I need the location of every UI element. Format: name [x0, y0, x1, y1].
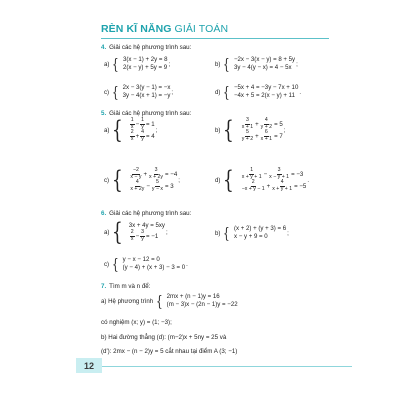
item-label: a)	[104, 60, 110, 68]
system	[234, 56, 295, 72]
fraction	[268, 168, 290, 180]
denominator: −x + y − 1	[241, 186, 265, 193]
exercise-text: Giải các hệ phương trình sau:	[109, 110, 192, 117]
brace: {	[223, 82, 231, 101]
equation-2	[240, 180, 307, 192]
item-label: c)	[104, 176, 110, 184]
equation-1: 2x − 3(y − 1) = −x	[122, 84, 171, 91]
brace: {	[112, 82, 119, 101]
ex6-b	[215, 225, 289, 241]
section-header	[101, 23, 228, 35]
denominator: y + 2	[241, 136, 254, 143]
fraction	[241, 130, 254, 142]
brace: {	[112, 254, 119, 273]
ex5-b	[215, 118, 285, 143]
header-rule	[101, 38, 329, 39]
fraction	[140, 130, 145, 142]
numerator: 3	[245, 117, 249, 123]
operator: +	[266, 183, 271, 191]
system	[129, 222, 165, 243]
equation-2	[128, 180, 177, 192]
operator: +	[135, 133, 140, 141]
fraction	[260, 130, 273, 142]
rhs: = −5	[294, 183, 307, 191]
exercise-number: 4.	[101, 44, 107, 51]
numerator: 1	[141, 117, 145, 123]
denominator: x + y + 1	[272, 186, 293, 193]
numerator: 1	[130, 117, 134, 123]
punct: ;	[287, 229, 289, 237]
exercise-7-heading	[101, 283, 150, 290]
rhs: = 5	[274, 120, 283, 128]
item-label: a)	[104, 228, 110, 236]
item-label: d)	[215, 176, 221, 184]
brace: {	[223, 116, 235, 145]
brace: {	[223, 54, 231, 73]
punct: ;	[155, 126, 158, 134]
numerator: 4	[264, 117, 268, 123]
item-label: b)	[215, 60, 221, 68]
rhs: = 3	[165, 183, 174, 191]
numerator: 4	[135, 179, 139, 186]
exercise-text: Giải các hệ phương trình sau:	[109, 210, 192, 217]
numerator: 5	[245, 129, 249, 136]
fraction	[130, 130, 135, 142]
brace: {	[156, 291, 163, 310]
equation-2: (m − 3)x − (2n − 1)y = −22	[166, 301, 238, 309]
item-label: c)	[104, 88, 110, 96]
ex5-c	[104, 168, 180, 193]
denominator: x − y + 1	[269, 173, 290, 180]
denominator: y	[141, 123, 144, 130]
ex4-b	[215, 56, 298, 72]
equation-1: −5x + 4 = −3y − 7x + 10	[233, 84, 299, 91]
fraction	[151, 180, 164, 192]
system	[129, 118, 155, 143]
system	[167, 293, 238, 309]
operator: +	[255, 133, 259, 141]
brace: {	[112, 218, 124, 246]
exercise-4-heading	[101, 44, 191, 51]
exercise-text: Tìm m và n để:	[109, 283, 151, 290]
exercise-number: 7.	[101, 283, 107, 290]
item-label: d)	[215, 88, 221, 96]
equation-1: y − x − 12 = 0	[122, 256, 160, 263]
ex4-a	[104, 56, 170, 72]
denominator: x + y + 1	[241, 173, 262, 180]
brace: {	[112, 166, 123, 195]
denominator: x + 2y	[130, 186, 145, 193]
rhs: = 7	[274, 133, 283, 141]
denominator: x	[130, 136, 134, 143]
equation-1: 3x + 4y = 5xy	[128, 221, 165, 229]
punct: ;	[283, 126, 286, 134]
ex5-d	[215, 168, 309, 193]
numerator: 4	[280, 179, 284, 186]
ex6-a	[104, 220, 168, 244]
numerator: 5	[156, 179, 159, 186]
numerator: 6	[264, 129, 268, 136]
fraction	[140, 230, 145, 242]
ex7-a-note: có nghiệm (x; y) = (1; −3);	[101, 319, 172, 326]
exercise-text: Giải các hệ phương trình sau:	[109, 44, 192, 51]
system	[240, 118, 283, 143]
denominator: y − x	[151, 186, 164, 193]
denominator: y + 2	[260, 123, 273, 130]
item-label: a)	[104, 126, 110, 134]
punct: ;	[296, 60, 298, 68]
item-label: b)	[215, 229, 221, 237]
fraction	[129, 180, 145, 192]
numerator: 2	[130, 129, 134, 136]
system	[128, 168, 177, 193]
denominator: x + 2y	[149, 173, 164, 180]
system	[123, 56, 168, 72]
denominator: y	[141, 235, 144, 242]
brace: {	[223, 223, 231, 242]
equation-1: (x + 2) + (y + 3) = 6	[233, 225, 287, 232]
numerator: 4	[141, 129, 145, 136]
equation-1: −2x − 3(x − y) = 8 + 5y	[233, 56, 296, 63]
punct: ;	[168, 60, 171, 68]
equation-2	[129, 130, 155, 142]
ex6-c	[104, 256, 188, 272]
numerator: 3	[154, 167, 158, 173]
rhs: = −4	[165, 170, 178, 178]
operator: +	[255, 120, 259, 128]
operator: −	[135, 232, 140, 240]
exercise-number: 6.	[101, 210, 107, 217]
equation-2: −4x + 5 = 2(x − y) + 11	[233, 92, 295, 100]
ex5-a	[104, 118, 157, 143]
brace: {	[112, 54, 120, 73]
equation-2: 2(x − y) + 5y = 9	[122, 64, 168, 72]
equation-1: 2mx + (n − 1)y = 16	[166, 293, 220, 300]
system	[122, 84, 174, 100]
system	[234, 84, 298, 100]
denominator: x + 1	[241, 123, 254, 130]
denominator: x	[130, 123, 134, 130]
numerator: 3	[141, 228, 145, 235]
denominator: x	[130, 235, 134, 242]
item-label: a) Hệ phương trình	[101, 297, 154, 305]
system	[123, 256, 186, 272]
numerator: −2	[132, 167, 139, 173]
denominator: x − y	[130, 173, 142, 180]
fraction	[130, 230, 135, 242]
equation-2	[129, 230, 165, 242]
equation-1	[240, 168, 307, 180]
brace: {	[223, 166, 235, 195]
fraction	[241, 180, 266, 192]
operator: −	[135, 120, 140, 128]
item-label: b)	[215, 126, 221, 134]
punct: .	[186, 260, 188, 268]
ex7-b-line-2: (d'): 2mx − (n − 2)y = 5 cắt nhau tại điểm A (3; −1)	[101, 348, 240, 355]
denominator: x + 1	[260, 136, 273, 143]
operator: −	[146, 183, 150, 191]
punct: ;	[171, 88, 174, 96]
equation-2: 3y − 4(y − x) = 4 − 5x	[233, 64, 292, 72]
numerator: 2	[130, 228, 134, 235]
system	[240, 167, 310, 193]
ex4-d	[215, 84, 301, 100]
denominator: y	[141, 136, 144, 143]
equation-2: x − y + 9 = 0	[233, 233, 268, 241]
ex7-b-line-1: b) Hai đường thẳng (d): (m−2)x + 5ny = 25 và	[101, 334, 227, 341]
header-light: GIẢI TOÁN	[171, 23, 229, 35]
numerator: 3	[277, 167, 281, 173]
operator: +	[143, 170, 148, 178]
numerator: 1	[250, 167, 254, 173]
punct: ;	[165, 228, 168, 236]
equation-2: 3y − 4(x + 1) = −y	[122, 92, 171, 100]
ex4-c	[104, 84, 173, 100]
exercise-6-heading	[101, 210, 191, 217]
fraction	[271, 180, 293, 192]
brace: {	[112, 116, 124, 145]
equation-2	[240, 130, 283, 142]
rhs: = 1	[146, 120, 155, 128]
rhs: = −1	[146, 232, 159, 240]
punct: .	[299, 88, 302, 96]
punct: ;	[178, 176, 180, 184]
operator: −	[263, 170, 268, 178]
system	[234, 225, 286, 241]
rhs: = 4	[146, 133, 155, 141]
footer-line	[102, 366, 352, 367]
item-label: c)	[104, 260, 110, 268]
rhs: = −3	[291, 170, 304, 178]
header-bold: RÈN KĨ NĂNG	[101, 23, 172, 35]
equation-1: 3(x − 1) + 2y = 8	[122, 56, 168, 63]
page-number	[76, 358, 102, 373]
equation-2: (y − 4) + (x + 3) − 3 = 0	[122, 264, 186, 272]
ex7-a	[101, 293, 238, 309]
exercise-number: 5.	[101, 110, 107, 117]
numerator: 2	[251, 179, 255, 186]
punct: .	[307, 176, 310, 184]
page-number-text: 12	[83, 360, 94, 371]
